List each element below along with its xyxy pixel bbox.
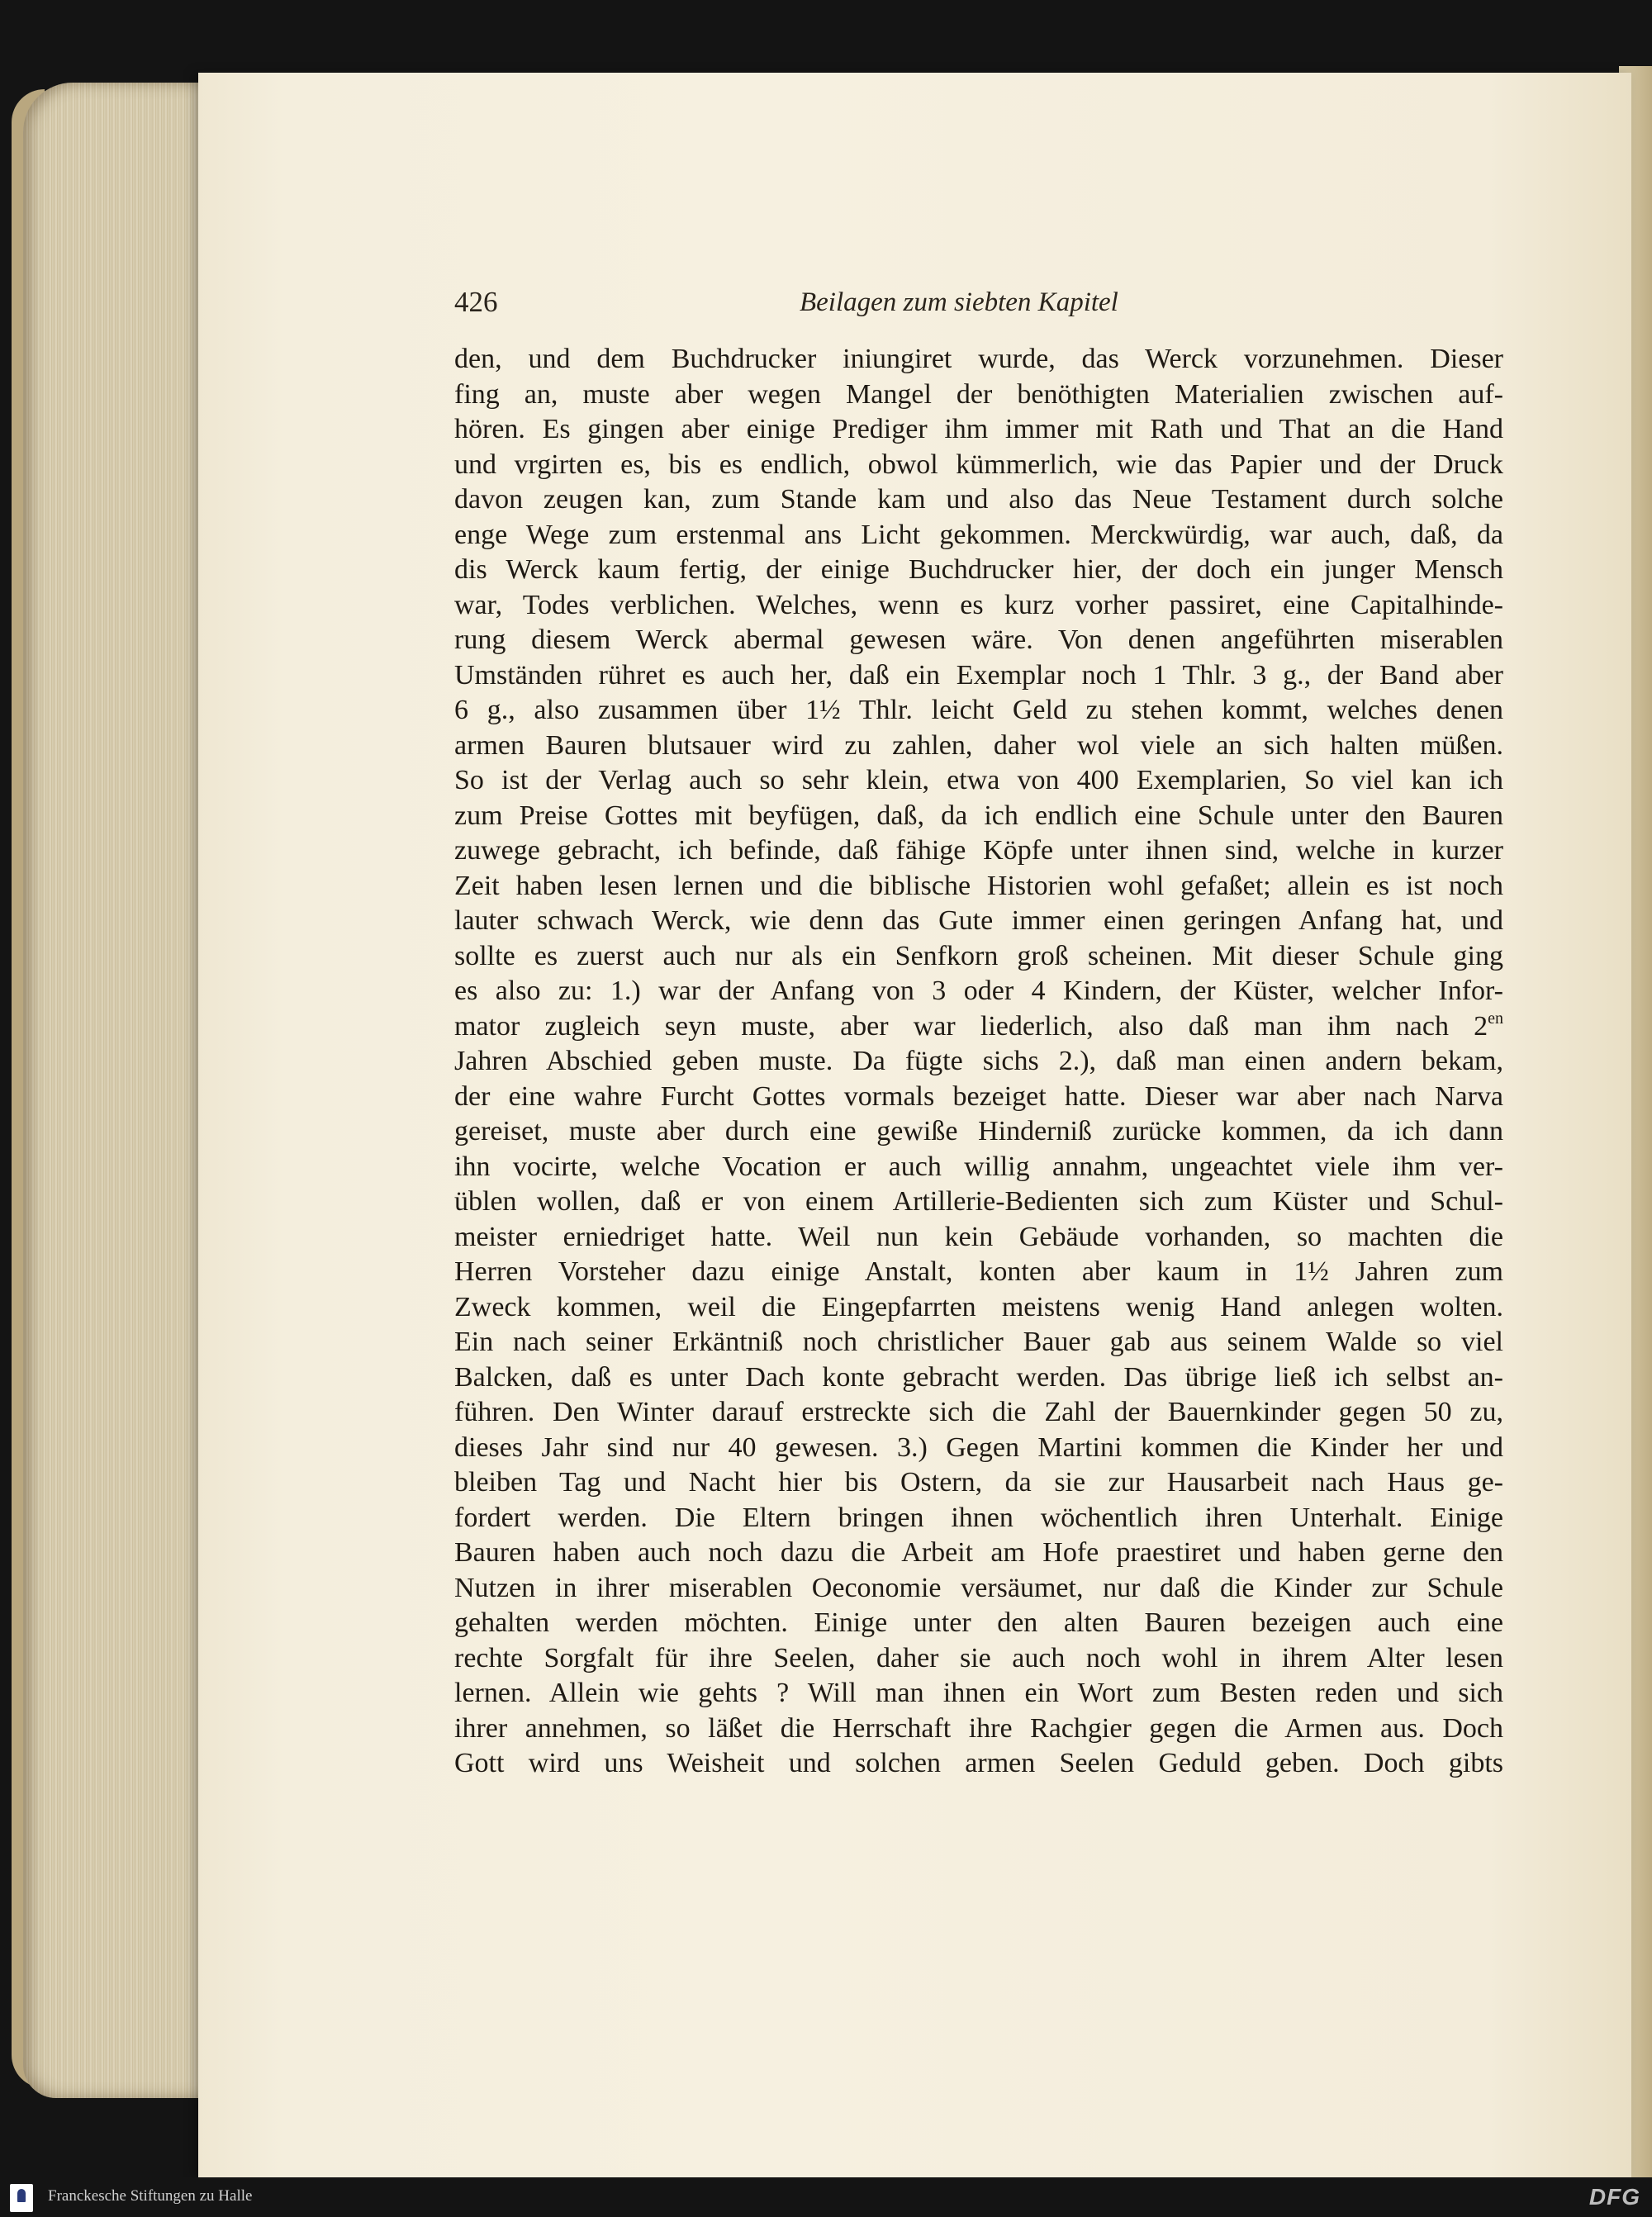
- text-line-content: den, und dem Buchdrucker iniungiret wurde, das Werck vorzunehmen. Dieser: [454, 344, 1503, 374]
- institution-label: Franckesche Stiftungen zu Halle: [48, 2187, 253, 2205]
- body-text: [454, 342, 1503, 1782]
- text-line-content: Umständen rühret es auch her, daß ein Exemplar noch 1 Thlr. 3 g., der Band aber: [454, 659, 1503, 691]
- text-line-content: fordert werden. Die Eltern bringen ihnen wöchentlich ihren Unterhalt. Einige: [454, 1502, 1503, 1533]
- text-line: [454, 1746, 1503, 1782]
- text-line-content: Balcken, daß es unter Dach konte gebracht werden. Das übrige ließ ich selbst an-: [454, 1361, 1503, 1393]
- text-line-content: lauter schwach Werck, wie denn das Gute immer einen geringen Anfang hat, und: [454, 905, 1503, 936]
- text-line-content: enge Wege zum erstenmal ans Licht gekommen. Merckwürdig, war auch, daß, da: [454, 519, 1503, 550]
- text-line: [454, 1641, 1503, 1677]
- text-line-content: davon zeugen kan, zum Stande kam und also das Neue Testament durch solche: [454, 484, 1503, 515]
- text-line: [454, 658, 1503, 694]
- institution-logo-icon: [10, 2184, 33, 2212]
- text-line-content: dis Werck kaum fertig, der einige Buchdrucker hier, der doch ein junger Mensch: [454, 554, 1503, 585]
- text-line-content: Ein nach seiner Erkäntniß noch christlicher Bauer gab aus seinem Walde so viel: [454, 1327, 1503, 1357]
- text-line: [454, 869, 1503, 904]
- text-line: [454, 377, 1503, 413]
- text-line-content: rechte Sorgfalt für ihre Seelen, daher sie auch noch wohl in ihrem Alter lesen: [454, 1642, 1503, 1673]
- text-line: [454, 1501, 1503, 1536]
- text-line: [454, 1220, 1503, 1256]
- text-line: [454, 1465, 1503, 1501]
- text-line: [454, 1325, 1503, 1360]
- text-line: [454, 1571, 1503, 1607]
- text-line: [454, 1431, 1503, 1466]
- running-head: Beilagen zum siebten Kapitel: [800, 287, 1118, 317]
- text-line-content: armen Bauren blutsauer wird zu zahlen, daher wol viele an sich halten müßen.: [454, 729, 1503, 761]
- text-line: [454, 553, 1503, 588]
- text-line: [454, 482, 1503, 518]
- text-line: [454, 939, 1503, 975]
- text-line: [454, 342, 1503, 377]
- text-line-content: Jahren Abschied geben muste. Da fügte sichs 2.), daß man einen andern bekam,: [454, 1046, 1503, 1076]
- text-line-content: Bauren haben auch noch dazu die Arbeit am Hofe praestiret und haben gerne den: [454, 1537, 1503, 1568]
- text-line-content: Gott wird uns Weisheit und solchen armen Seelen Geduld geben. Doch gibts: [454, 1748, 1503, 1778]
- text-line: [454, 1606, 1503, 1641]
- text-line: [454, 1044, 1503, 1080]
- text-line: [454, 799, 1503, 834]
- text-line-content: mator zugleich seyn muste, aber war liederlich, also daß man ihm nach 2: [454, 1010, 1488, 1042]
- text-line-content: Herren Vorsteher dazu einige Anstalt, konten aber kaum in 1½ Jahren zum: [454, 1256, 1503, 1287]
- text-line-content: hören. Es gingen aber einige Prediger ihm immer mit Rath und That an die Hand: [454, 414, 1503, 444]
- text-line-content: Nutzen in ihrer miserablen Oeconomie versäumet, nur daß die Kinder zur Schule: [454, 1572, 1503, 1603]
- page-number: 426: [454, 286, 498, 318]
- text-line-content: bleiben Tag und Nacht hier bis Ostern, da sie zur Hausarbeit nach Haus ge-: [454, 1467, 1503, 1498]
- page-edges: [23, 83, 201, 2098]
- text-line-content: sollte es zuerst auch nur als ein Senfkorn groß scheinen. Mit dieser Schule ging: [454, 940, 1503, 971]
- text-line-content: der eine wahre Furcht Gottes vormals bezeiget hatte. Dieser war aber nach Narva: [454, 1080, 1503, 1112]
- text-line-content: führen. Den Winter darauf erstreckte sich die Zahl der Bauernkinder gegen 50 zu,: [454, 1397, 1503, 1427]
- text-line-content: So ist der Verlag auch so sehr klein, etwa von 400 Exemplarien, So viel kan ich: [454, 765, 1503, 795]
- text-line-content: lernen. Allein wie gehts ? Will man ihnen ein Wort zum Besten reden und sich: [454, 1678, 1503, 1708]
- text-line-content: Zweck kommen, weil die Eingepfarrten meistens wenig Hand anlegen wolten.: [454, 1291, 1503, 1322]
- text-line: [454, 1255, 1503, 1290]
- superscript: en: [1488, 1009, 1503, 1028]
- text-line-content: und vrgirten es, bis es endlich, obwol kümmerlich, wie das Papier und der Druck: [454, 449, 1503, 480]
- text-line: [454, 623, 1503, 658]
- text-line-content: meister erniedriget hatte. Weil nun kein Gebäude vorhanden, so machten die: [454, 1221, 1503, 1252]
- text-line-content: zuwege gebracht, ich befinde, daß fähige Köpfe unter ihnen sind, welche in kurzer: [454, 835, 1503, 866]
- text-line-content: es also zu: 1.) war der Anfang von 3 oder 4 Kindern, der Küster, welcher Infor-: [454, 976, 1503, 1006]
- text-line-content: Zeit haben lesen lernen und die biblische Historien wohl gefaßet; allein es ist noch: [454, 870, 1503, 901]
- text-line: [454, 833, 1503, 869]
- text-line-content: zum Preise Gottes mit beyfügen, daß, da ich endlich eine Schule unter den Bauren: [454, 800, 1503, 831]
- text-line: [454, 1114, 1503, 1150]
- text-line: [454, 1290, 1503, 1326]
- viewer-footer: [0, 2177, 1652, 2217]
- text-line: [454, 588, 1503, 624]
- text-line: [454, 1711, 1503, 1747]
- text-line: [454, 974, 1503, 1009]
- text-line: [454, 904, 1503, 939]
- text-line-content: 6 g., also zusammen über 1½ Thlr. leicht Geld zu stehen kommt, welches denen: [454, 695, 1503, 725]
- text-line: [454, 1150, 1503, 1185]
- page-header: [454, 286, 1503, 327]
- text-line: [454, 412, 1503, 448]
- dfg-logo: DFG: [1588, 2184, 1640, 2210]
- text-line: [454, 1536, 1503, 1571]
- text-line-content: gehalten werden möchten. Einige unter den alten Bauren bezeigen auch eine: [454, 1607, 1503, 1638]
- text-line: [454, 1009, 1503, 1045]
- text-line-content: dieses Jahr sind nur 40 gewesen. 3.) Gegen Martini kommen die Kinder her und: [454, 1431, 1503, 1463]
- text-line: [454, 729, 1503, 764]
- text-line-content: gereiset, muste aber durch eine gewiße Hinderniß zurücke kommen, da ich dann: [454, 1116, 1503, 1146]
- text-line: [454, 1080, 1503, 1115]
- text-line-content: ihrer annehmen, so läßet die Herrschaft ihre Rachgier gegen die Armen aus. Doch: [454, 1712, 1503, 1744]
- text-line: [454, 1676, 1503, 1711]
- text-line-content: fing an, muste aber wegen Mangel der benöthigten Materialien zwischen auf-: [454, 378, 1503, 410]
- text-line: [454, 518, 1503, 553]
- text-line: [454, 763, 1503, 799]
- text-line-content: rung diesem Werck abermal gewesen wäre. Von denen angeführten miserablen: [454, 624, 1503, 655]
- text-line: [454, 1395, 1503, 1431]
- text-line: [454, 693, 1503, 729]
- text-line: [454, 1360, 1503, 1396]
- text-line-content: üblen wollen, daß er von einem Artillerie-Bedienten sich zum Küster und Schul-: [454, 1186, 1503, 1217]
- text-line: [454, 448, 1503, 483]
- text-line: [454, 1184, 1503, 1220]
- text-line-content: ihn vocirte, welche Vocation er auch willig annahm, ungeachtet viele ihm ver-: [454, 1151, 1503, 1182]
- text-line-content: war, Todes verblichen. Welches, wenn es kurz vorher passiret, eine Capitalhinde-: [454, 589, 1503, 620]
